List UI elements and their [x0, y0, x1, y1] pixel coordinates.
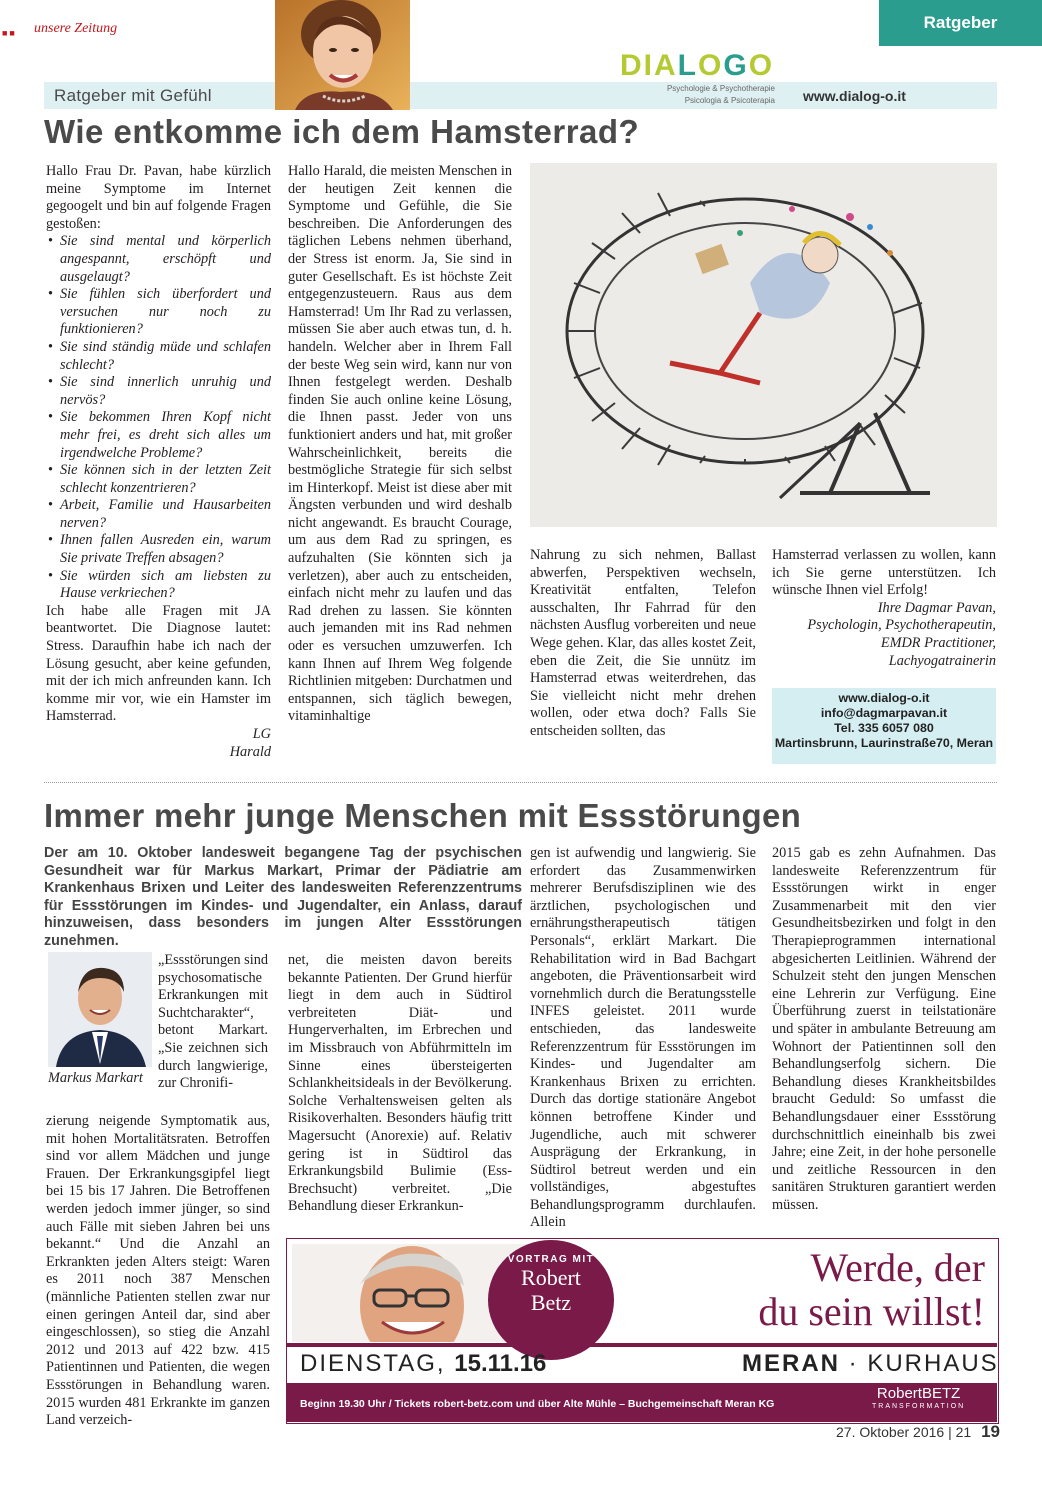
ad-city: MERAN — [742, 1350, 840, 1377]
ad-logo — [872, 1386, 965, 1411]
ad-badge — [488, 1240, 614, 1360]
page-footer — [836, 1422, 1000, 1442]
badge-name: Robert — [521, 1265, 581, 1290]
brand-name: unsere Zeitung — [34, 21, 118, 36]
answer-column-1 — [288, 163, 512, 726]
issue-date: 27. Oktober 2016 | 21 — [836, 1424, 972, 1440]
article2-col3 — [530, 845, 756, 1232]
column-name: Ratgeber mit Gefühl — [54, 86, 212, 105]
ad-logo-name: RobertBETZ — [876, 1385, 961, 1402]
article2-text: 2015 gab es zehn Aufnahmen. Das landesweite Referenzzentrum für Essstörungen wirkt in enger Zusammenarbeit mit den vier Gesundheitsbezirken und folgt in den Therapieprogrammen international abgesicherten Leitlinien. Während der Schulzeit steht den jungen Menschen eine Lehrerin zur Verfügung. Eine Überführung zuerst in teilstationäre und später in ambulante Betreuung am Wohnort der Patientinnen soll den Behandlungserfolg sichern. Die Behandlung dieses Krankheitsbildes braucht Geduld: So umfasst die Behandlungsdauer einer Essstörung durchschnittlich eineinhalb bis zwei Jahre; eine Zeit, in der hohe personelle und zeitliche Ressourcen in den sanitären Strukturen garantiert werden müssen. — [772, 845, 996, 1213]
ad-strip — [286, 1343, 997, 1347]
logo-subtitle-de: Psychologie & Psychotherapie — [666, 84, 775, 93]
contact-box — [772, 688, 996, 764]
ad-date-value: 15.11.16 — [454, 1350, 547, 1377]
dialogo-logo — [620, 50, 775, 106]
answer-text: Hamsterrad verlassen zu wollen, kann ich Sie gerne unterstützen. Ich wünsche Ihnen viel Erfolg! — [772, 547, 996, 599]
symptom-item: • Sie sind mental und körperlich angespannt, erschöpft und ausgelaugt? — [60, 233, 271, 286]
symptom-item: • Sie sind ständig müde und schlafen schlecht? — [60, 339, 271, 374]
contact-phone: Tel. 335 6057 080 — [834, 721, 934, 735]
article2-title: Immer mehr junge Menschen mit Essstörungen — [44, 797, 802, 834]
answer-column-2 — [530, 547, 756, 741]
article2-col4 — [772, 845, 996, 1214]
logo-word: DIALOGO — [620, 49, 775, 82]
ad-footer-text: Beginn 19.30 Uhr / Tickets robert-betz.com und über Alte Mühle – Buchgemeinschaft Meran KG — [300, 1398, 775, 1410]
section-divider — [44, 782, 997, 783]
ad-slogan-line: Werde, der — [810, 1245, 985, 1290]
signature-line: Lachyogatrainerin — [888, 652, 996, 669]
ad-venue: · KURHAUS — [848, 1350, 999, 1377]
ad-logo-sub: TRANSFORMATION — [872, 1403, 966, 1410]
article2-col1 — [46, 1113, 270, 1430]
letter-intro: Hallo Frau Dr. Pavan, habe kürzlich meine Symptome im Internet gegoogelt und bin auf folgende Fragen gestoßen: — [46, 163, 271, 232]
symptom-item: • Sie fühlen sich überfordert und versuchen nur noch zu funktionieren? — [60, 286, 271, 339]
symptom-item: • Sie würden sich am liebsten zu Hause verkriechen? — [60, 568, 271, 603]
ad-place — [742, 1350, 999, 1378]
signature-line: Psychologin, Psychotherapeutin, — [807, 617, 996, 634]
symptom-item: • Arbeit, Familie und Hausarbeiten nerven? — [60, 497, 271, 532]
symptom-list — [46, 233, 271, 602]
symptom-item: • Sie sind innerlich unruhig und nervös? — [60, 374, 271, 409]
photo-caption: Markus Markart — [48, 1070, 143, 1086]
section-tab: Ratgeber — [879, 0, 1042, 46]
letter-sign-lg: LG — [252, 726, 271, 742]
answer-text: Nahrung zu sich nehmen, Ballast abwerfen, Perspektiven wechseln, Kreativität entfalten, Telefon ausschalten, Ihr Fahrrad für den nächsten Ausflug vorbereiten und neue Wege gehen. Klar, das alles kostet Zeit, eben die Zeit, die Sie unnütz im Hamsterrad etwas weiterdrehen, das Sie vielleicht nicht mehr drehen wollen, oder etwa doch? Falls Sie entscheiden sollten, das — [530, 547, 756, 739]
letter-sign-name: Harald — [229, 743, 271, 760]
article2-text: gen ist aufwendig und langwierig. Sie erfordert das Zusammenwirken mehrerer Berufsdisziplinen wie des ärztlichen, psychologischen und ernährungstherapeutisch tätigen Personals“, erklärt Markart. Die Rehabilitation wird in Bad Bachgart angeboten, die Präventionsarbeit wird vornehmlich durch die Beratungsstelle INFES geleistet. 2011 wurde entschieden, das landesweite Referenzzentrum für Essstörungen im Kindes- und Jugendalter am Krankenhaus Brixen zu errichten. Durch das dortige stationäre Angebot können betroffene Kinder und Jugendliche, auch mit schwerer Ausprägung der Erkrankung, in Südtirol betreut werden und ein vollständiges, abgestuftes Behandlungsprogramm durchlaufen. Allein — [530, 845, 756, 1231]
logo-subtitle-it: Psicologia & Psicoterapia — [684, 96, 775, 105]
article2-col1-top — [158, 952, 268, 1093]
letter-end: Ich habe alle Fragen mit JA beantwortet. Die Diagnose lautet: Stress. Daraufhin habe ich nach der Lösung gesucht, aber keine gefunden, mit der ich mich anfreunden kann. Ich komme mir vor, wie ein Hamster im Hamsterrad. — [46, 602, 271, 725]
page-number: 19 — [981, 1422, 1000, 1441]
article2-col2 — [288, 952, 512, 1216]
article2-text: „Essstörungen sind psychosomatische Erkrankungen mit Suchtcharakter“, betont Markart. „Sie zeichnen sich durch langwierige, zur Chronifi- — [158, 952, 268, 1092]
header-url[interactable]: www.dialog-o.it — [803, 88, 906, 104]
symptom-item: • Sie bekommen Ihren Kopf nicht mehr frei, es dreht sich alles um irgendwelche Probleme? — [60, 409, 271, 462]
article2-text: net, die meisten davon bereits bekannte Patienten. Der Grund hierfür liegt in dem auch in Südtirol verbreiteten Diät- und Hungerverhalten, im Erbrechen und im Missbrauch von Abführmitteln im Sinne eines übersteigerten Schlankheitsideals in der Bevölkerung. Solche Verhaltensweisen gelten als Risikoverhalten. Besonders häufig tritt Magersucht (Anorexie) auf. Relativ gering ist in Südtirol das Erkrankungsbild Bulimie (Ess-Brechsucht) verbreitet. „Die Behandlung dieser Erkrankun- — [288, 952, 512, 1215]
article2-lead: Der am 10. Oktober landesweit begangene Tag der psychischen Gesundheit war für Markus Markart, Primar der Pädiatrie am Krankenhaus Brixen und Leiter des landesweiten Referenzzentrums für Essstörungen im Kindes- und Jugendalter, ein Anlass, darauf hinzuweisen, dass besonders im jungen Alter Essstörungen zunehmen. — [44, 845, 522, 949]
article1-title: Wie entkomme ich dem Hamsterrad? — [44, 113, 640, 150]
badge-label: VORTRAG MIT — [507, 1254, 595, 1265]
brand-dots: ■■ — [2, 28, 17, 38]
ad-slogan — [640, 1246, 985, 1334]
signature-line: EMDR Practitioner, — [880, 634, 996, 651]
signature-line: Ihre Dagmar Pavan, — [877, 599, 996, 616]
contact-address: Martinsbrunn, Laurinstraße70, Meran — [774, 736, 994, 750]
markart-photo — [48, 952, 152, 1067]
answer-text: Hallo Harald, die meisten Menschen in der heutigen Zeit kennen die Symptome und Gefühle, die Sie beschreiben. Die Anforderungen des täglichen Lebens nehmen überhand, der Stress ist enorm. Ja, Sie sind in guter Gesellschaft. Es ist höchste Zeit entgegenzusteuern. Raus aus dem Hamsterrad! Um Ihr Rad zu verlassen, müssen Sie aber auch etwas tun, d. h. handeln. Welcher aber in Ihrem Fall der beste Weg sein wird, kann nur von Ihnen festgelegt werden. Deshalb finden Sie auch online keine Lösung, die Ihnen passt. Jeder von uns funktioniert anders und hat, mit großer Wahrscheinlichkeit, bereits die bestmögliche Strategie für sich selbst im Hinterkopf. Meist ist diese aber mit Ängsten verbunden und wird deshalb nicht angewandt. Es braucht Courage, um aus dem Rad zu springen, es aufzuhalten (Sie könnten sich ja verletzen), aber auch zu entscheiden, einfach nicht mehr zu laufen und das Rad drehen zu lassen. Sie könnten auch jemanden mit ins Rad nehmen oder es versuchen umzuwerfen. Ich kann Ihnen auf Ihrem Weg folgende Richtlinien mitgeben: Durchatmen und entspannen, sich täglich bewegen, vitaminhaltige — [288, 163, 512, 725]
ad-slogan-line: du sein willst! — [758, 1289, 985, 1334]
answer-column-3 — [772, 547, 996, 670]
ad-day: DIENSTAG, — [300, 1350, 446, 1377]
letter-column — [46, 163, 271, 761]
symptom-item: • Sie können sich in der letzten Zeit schlecht konzentrieren? — [60, 462, 271, 497]
article2-text: zierung neigende Symptomatik aus, mit hohen Mortalitätsraten. Betroffen sind vor allem Mädchen und junge Frauen. Der Erkrankungsgipfel liegt bei 15 bis 17 Jahren. Die Betroffenen werden jedoch immer jünger, so sind auch Fälle mit sieben Jahren bei uns bekannt.“ Und die Anzahl an Erkrankten jeden Alters steigt: Waren es 2011 noch 387 Menschen (männliche Patienten stellen zwar nur einen geringen Anteil dar, sind aber eingeschlossen), so stieg die Anzahl 2012 und 2013 auf 422 bzw. 415 Patientinnen und Patienten, die wegen Essstörungen in Behandlung waren. 2015 wurden 481 Erkrankte im ganzen Land verzeich- — [46, 1113, 270, 1429]
badge-name: Betz — [530, 1290, 572, 1315]
contact-website[interactable]: www.dialog-o.it — [838, 691, 930, 705]
ad-date — [300, 1350, 546, 1378]
author-photo — [275, 0, 410, 110]
contact-email[interactable]: info@dagmarpavan.it — [820, 706, 948, 720]
hamster-wheel-drawing — [530, 163, 997, 527]
symptom-item: • Ihnen fallen Ausreden ein, warum Sie private Treffen absagen? — [60, 532, 271, 567]
